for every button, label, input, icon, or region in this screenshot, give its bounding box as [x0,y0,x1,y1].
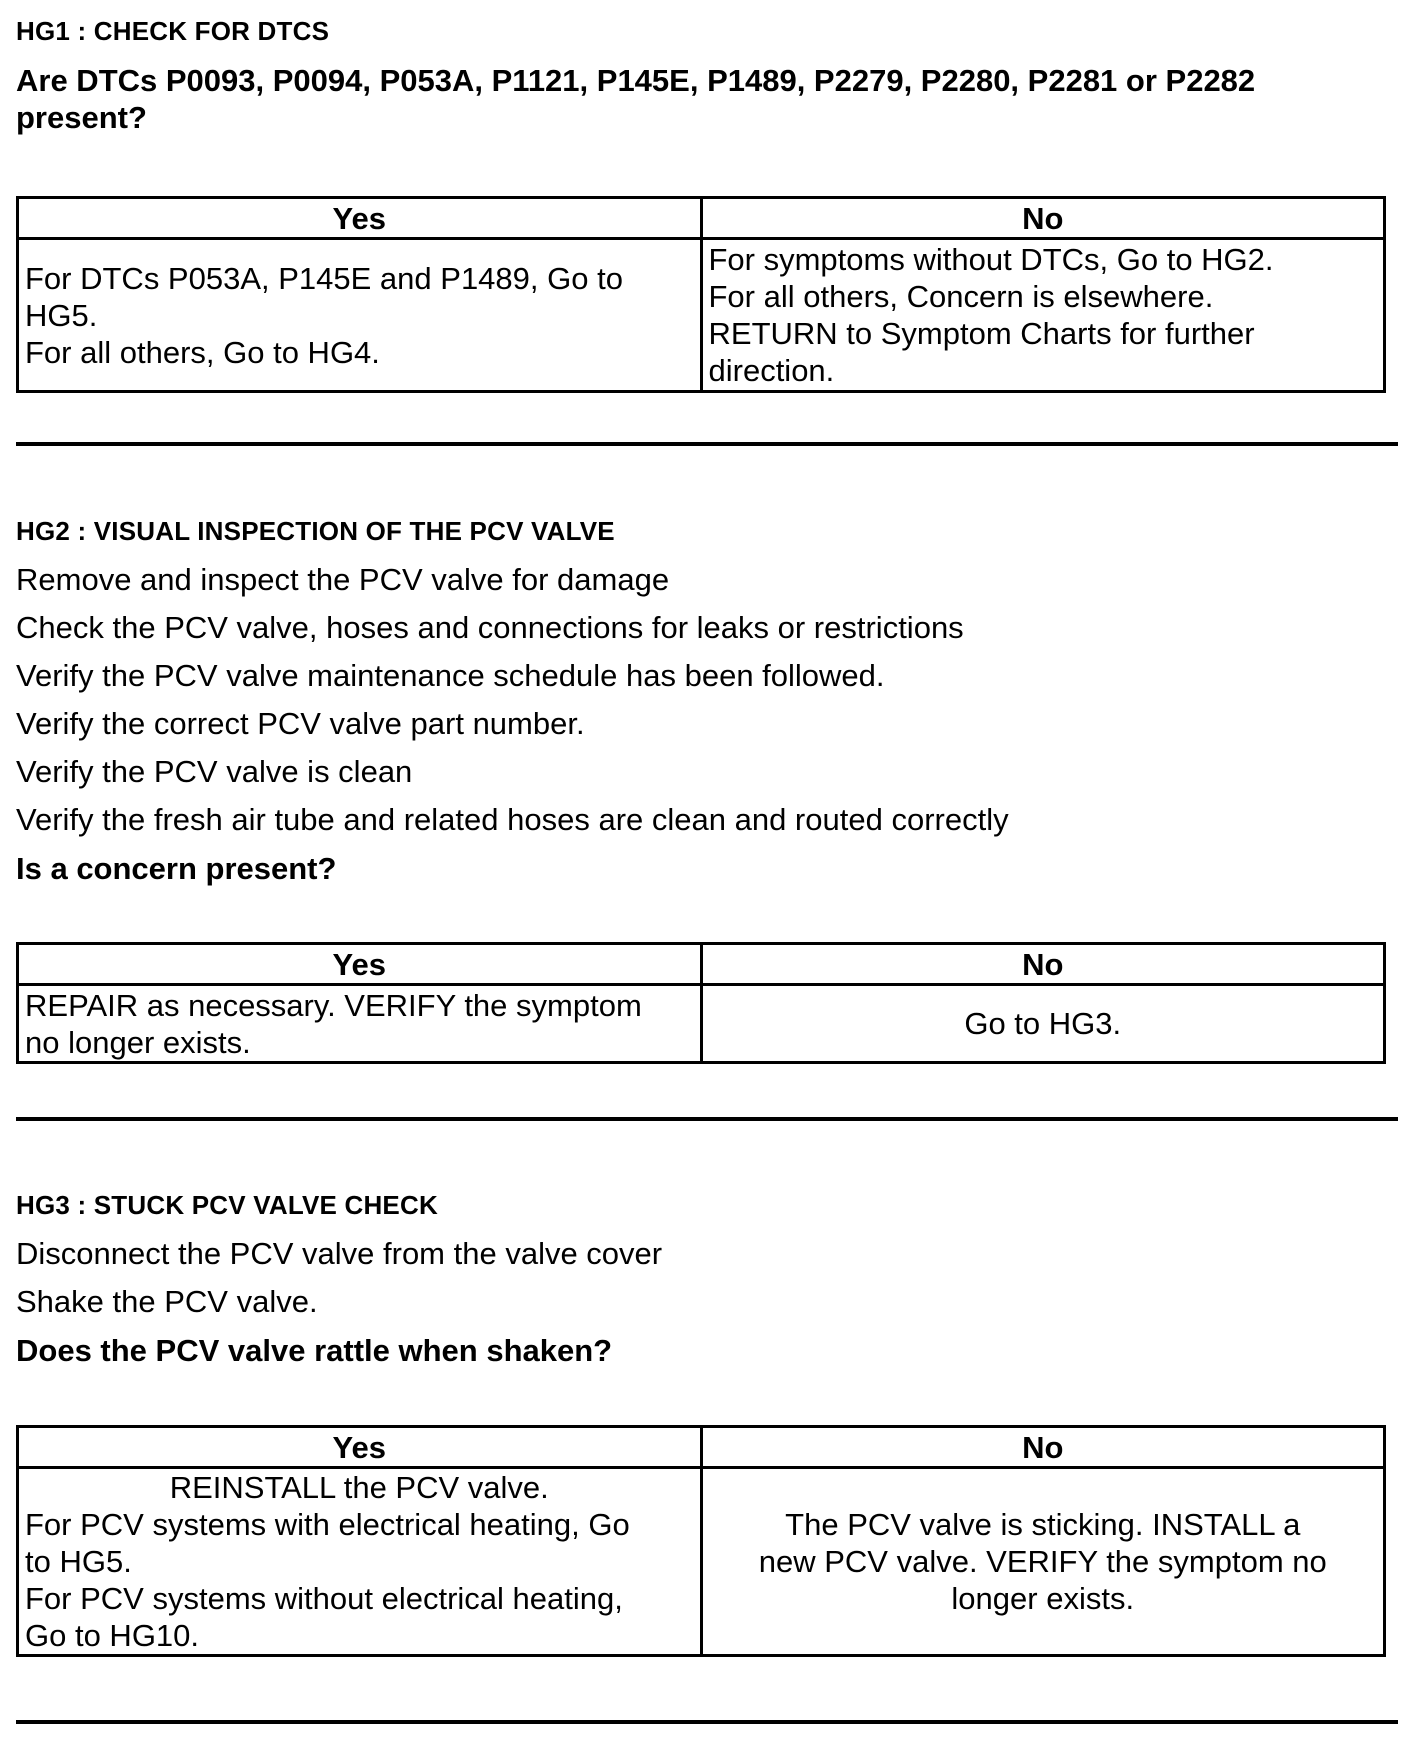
yes-header: Yes [18,198,702,239]
instruction-line: Remove and inspect the PCV valve for damage [16,562,670,597]
hg1-table-block [16,196,1392,393]
no-cell [701,1468,1385,1656]
step-question: Is a concern present? [16,851,337,886]
instruction-line: Verify the fresh air tube and related hoses are clean and routed correctly [16,802,1009,837]
yes-cell [18,239,702,392]
yes-line: For DTCs P053A, P145E and P1489, Go to [25,260,623,296]
yes-line: HG5. [25,297,98,333]
section-divider [16,442,1398,446]
instruction-line: Verify the correct PCV valve part number. [16,706,585,741]
step-question: Does the PCV valve rattle when shaken? [16,1333,613,1368]
no-line: new PCV valve. VERIFY the symptom no [758,1544,1327,1579]
no-line: direction. [708,353,835,388]
step-title: HG3 : STUCK PCV VALVE CHECK [16,1190,438,1220]
yes-line: REPAIR as necessary. VERIFY the symptom [25,987,642,1023]
no-cell [701,239,1385,392]
section-hg3 [16,1190,1392,1220]
yes-line: REINSTALL the PCV valve. [169,1470,549,1505]
yes-header: Yes [18,1427,702,1468]
yes-header: Yes [18,944,702,985]
step-title: HG2 : VISUAL INSPECTION OF THE PCV VALVE [16,516,615,546]
yes-line: For PCV systems with electrical heating, Go [25,1507,630,1542]
section-divider [16,1117,1398,1121]
hg3-instructions [16,1236,1392,1369]
no-header: No [701,944,1385,985]
section-hg1 [16,16,1392,46]
step-question: Are DTCs P0093, P0094, P053A, P1121, P145E, P1489, P2279, P2280, P2281 or P2282 present? [16,63,1256,135]
hg3-table-block [16,1425,1392,1657]
yes-line: no longer exists. [25,1024,251,1060]
no-line: For symptoms without DTCs, Go to HG2. [708,242,1274,277]
no-cell [701,985,1385,1063]
no-line: RETURN to Symptom Charts for further [708,316,1255,351]
yes-line: For all others, Go to HG4. [25,334,380,370]
yes-no-table [16,1425,1386,1657]
yes-line: Go to HG10. [25,1618,200,1653]
step-title: HG1 : CHECK FOR DTCS [16,16,330,46]
yes-cell [18,985,702,1063]
no-header: No [701,1427,1385,1468]
hg1-question-block [16,62,1392,136]
section-hg2 [16,516,1392,546]
no-header: No [701,198,1385,239]
instruction-line: Check the PCV valve, hoses and connections for leaks or restrictions [16,610,964,645]
no-line: longer exists. [951,1581,1135,1616]
no-line: Go to HG3. [964,1006,1122,1041]
yes-line: to HG5. [25,1544,132,1579]
no-line: For all others, Concern is elsewhere. [708,279,1214,314]
instruction-line: Verify the PCV valve is clean [16,754,413,789]
yes-cell [18,1468,702,1656]
hg2-instructions [16,562,1392,887]
section-divider [16,1720,1398,1724]
instruction-line: Disconnect the PCV valve from the valve cover [16,1236,663,1271]
hg2-table-block [16,942,1392,1064]
yes-line: For PCV systems without electrical heating, [25,1581,623,1616]
instruction-line: Verify the PCV valve maintenance schedule has been followed. [16,658,885,693]
yes-no-table [16,196,1386,393]
no-line: The PCV valve is sticking. INSTALL a [785,1507,1301,1542]
yes-no-table [16,942,1386,1064]
instruction-line: Shake the PCV valve. [16,1284,318,1319]
